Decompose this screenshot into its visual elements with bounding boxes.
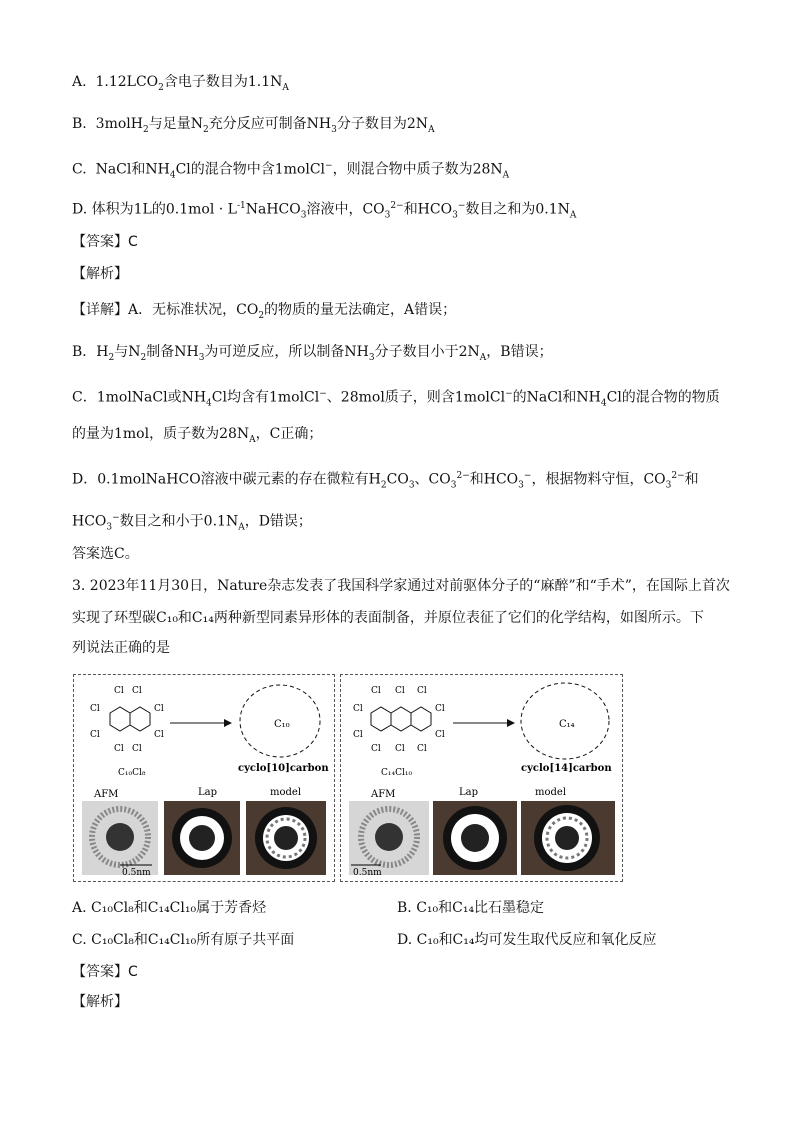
final-answer: 答案选C。 <box>72 546 139 562</box>
ring-label-c10: C₁₀ <box>274 719 290 730</box>
formula-c10cl8: C₁₀Cl₈ <box>118 768 146 778</box>
figure-left-panel <box>73 674 335 882</box>
cl-label: Cl <box>114 744 124 754</box>
cl-label: Cl <box>132 686 142 696</box>
cl-label: Cl <box>154 730 164 740</box>
analysis-label: 【解析】 <box>72 266 128 282</box>
lap-label: Lap <box>459 787 479 798</box>
option-a: A. $1.12LCO_2$含电子数目为$1.1N_A$ <box>72 74 289 93</box>
q3-answer-label: 【答案】C <box>72 964 138 980</box>
cyclo14-label: cyclo[14]carbon <box>521 763 612 774</box>
detail-a: 【详解】A．无标准状况，$CO_2$的物质的量无法确定，A错误； <box>72 302 457 321</box>
cl-label: Cl <box>353 730 363 740</box>
detail-d-line1: D．0.1molNaHCO溶液中碳元素的存在微粒有$H_2CO_3$、$CO_3^{2-}$和$HCO_3^-$，根据物料守恒，$CO_3^{2-}$和 <box>72 471 699 491</box>
detail-b: B．$H_2$与$N_2$制备$NH_3$为可逆反应，所以制备$NH_3$分子数目小于$2N_A$，B错误； <box>72 344 553 363</box>
arrow-head <box>224 719 232 727</box>
q3-stem-line3: 列说法正确的是 <box>72 640 170 656</box>
cyclo10-label: cyclo[10]carbon <box>238 763 329 774</box>
cl-label: Cl <box>417 744 427 754</box>
detail-d-line2: $HCO_3^-$数目之和小于$0.1N_A$，D错误； <box>72 513 312 533</box>
q3-option-d: D. C₁₀和C₁₄均可发生取代反应和氧化反应 <box>397 932 657 948</box>
figure-left-svg <box>74 675 334 881</box>
detail-c-line1: C．1molNaCl或$NH_4Cl$均含有1molCl−、28mol质子，则含1molCl−的NaCl和$NH_4Cl$的混合物的物质 <box>72 389 720 409</box>
precursor-c10cl8-structure <box>110 707 150 731</box>
option-b: B. 3molH$_2$与足量$N_2$充分反应可制备$NH_3$分子数目为$2N_A$ <box>72 116 435 135</box>
figure-right-panel <box>340 674 623 882</box>
cl-label: Cl <box>417 686 427 696</box>
cl-label: Cl <box>395 686 405 696</box>
cl-label: Cl <box>435 730 445 740</box>
scale-bar-label: 0.5nm <box>353 868 382 878</box>
figure-right-svg <box>341 675 622 881</box>
cl-label: Cl <box>90 704 100 714</box>
arrow-head <box>507 719 515 727</box>
afm-core <box>106 823 134 851</box>
afm-label: AFM <box>371 789 396 800</box>
option-c: C. NaCl和$NH_4Cl$的混合物中含1molCl−，则混合物中质子数为$28N_A$ <box>72 161 510 181</box>
cl-label: Cl <box>353 704 363 714</box>
option-d: D. 体积为1L的$0.1mol \cdot L^{-1}NaHCO_3$溶液中，$CO_3^{2-}$和$HCO_3^-$数目之和为$0.1N_A$ <box>72 201 577 221</box>
answer-label: 【答案】C <box>72 234 138 250</box>
lap-label: Lap <box>198 787 218 798</box>
cl-label: Cl <box>371 744 381 754</box>
cl-label: Cl <box>90 730 100 740</box>
cl-label: Cl <box>371 686 381 696</box>
q3-analysis-label: 【解析】 <box>72 994 128 1010</box>
detail-c-line2: 的量为1mol，质子数为$28N_A$，C正确； <box>72 426 323 445</box>
q3-stem-line2: 实现了环型碳C₁₀和C₁₄两种新型同素异形体的表面制备，并原位表征了它们的化学结构，如图所示。下 <box>72 610 704 626</box>
model-label: model <box>270 787 302 798</box>
q3-option-b: B. C₁₀和C₁₄比石墨稳定 <box>397 900 545 916</box>
q3-option-c: C. C₁₀Cl₈和C₁₄Cl₁₀所有原子共平面 <box>72 932 295 948</box>
formula-c14cl10: C₁₄Cl₁₀ <box>381 768 413 778</box>
afm-label: AFM <box>94 789 119 800</box>
cl-label: Cl <box>435 704 445 714</box>
cl-label: Cl <box>395 744 405 754</box>
ring-label-c14: C₁₄ <box>559 719 575 730</box>
cl-label: Cl <box>154 704 164 714</box>
precursor-c14cl10-structure <box>371 707 431 731</box>
cl-label: Cl <box>114 686 124 696</box>
lap-core <box>189 825 215 851</box>
cl-label: Cl <box>132 744 142 754</box>
scale-bar-label: 0.5nm <box>122 868 151 878</box>
q3-option-a: A. C₁₀Cl₈和C₁₄Cl₁₀属于芳香烃 <box>72 900 267 916</box>
q3-stem-line1: 3. 2023年11月30日，Nature杂志发表了我国科学家通过对前驱体分子的“麻醉”和“手术”，在国际上首次 <box>72 578 730 594</box>
model-label: model <box>535 787 567 798</box>
